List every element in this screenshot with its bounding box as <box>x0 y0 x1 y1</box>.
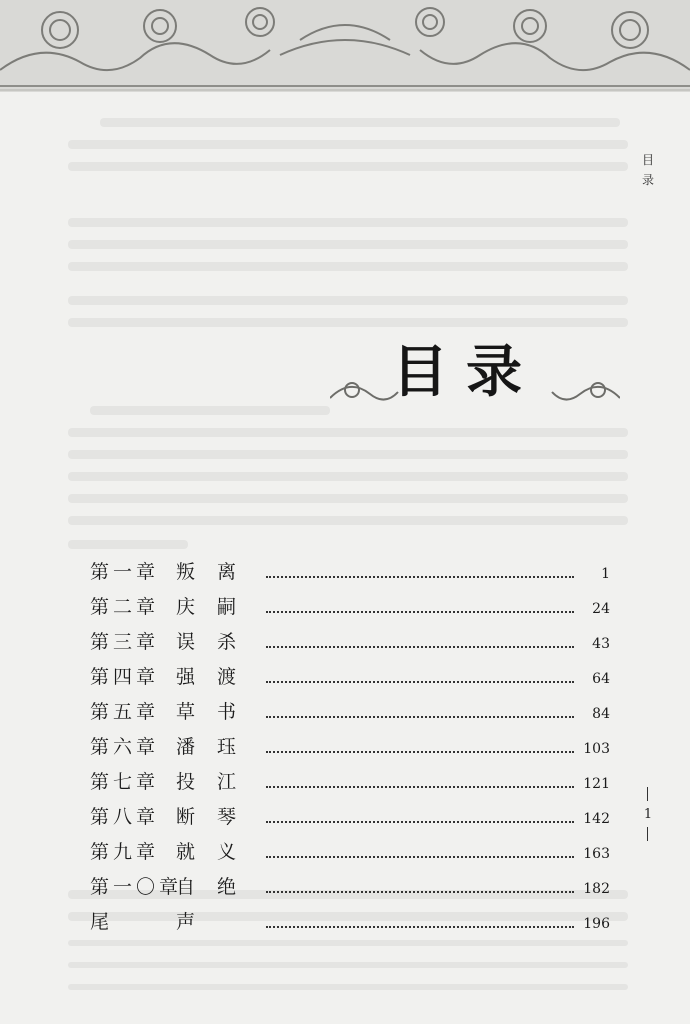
page-title: 目录 <box>392 339 540 405</box>
toc-entry[interactable] <box>90 838 610 864</box>
chapter-page: 1 <box>601 566 610 582</box>
leader-dots <box>266 751 574 753</box>
leader-dots <box>266 821 574 823</box>
chapter-number: 第四章 <box>90 666 160 688</box>
chapter-number: 第三章 <box>90 631 160 653</box>
chapter-number: 第六章 <box>90 736 160 758</box>
leader-dots <box>266 681 574 683</box>
chapter-number: 第八章 <box>90 806 160 828</box>
leader-dots <box>266 646 574 648</box>
chapter-number: 第一章 <box>90 561 160 583</box>
leader-dots <box>266 786 574 788</box>
chapter-number: 第七章 <box>90 771 160 793</box>
chapter-number: 第二章 <box>90 596 160 618</box>
chapter-page: 163 <box>583 846 610 862</box>
chapter-title: 声 <box>176 911 218 933</box>
page-number-marker <box>636 787 660 843</box>
chapter-title: 潘珏 <box>176 736 259 758</box>
chapter-number: 第九章 <box>90 841 160 863</box>
chapter-title: 就义 <box>176 841 259 863</box>
running-header: 目录 <box>641 153 654 187</box>
chapter-page: 84 <box>592 706 610 722</box>
leader-dots <box>266 856 574 858</box>
toc-entry[interactable] <box>90 768 610 794</box>
chapter-page: 196 <box>583 916 610 932</box>
leader-dots <box>266 576 574 578</box>
chapter-page: 64 <box>592 671 610 687</box>
page-number: 1 <box>643 807 653 822</box>
toc-entry[interactable] <box>90 908 610 934</box>
toc-entry[interactable] <box>90 803 610 829</box>
chapter-title: 自绝 <box>176 876 259 898</box>
chapter-number: 第一〇章 <box>90 876 183 898</box>
chapter-title: 误杀 <box>176 631 259 653</box>
toc-entry[interactable] <box>90 663 610 689</box>
chapter-page: 24 <box>592 601 610 617</box>
folio-rule-top <box>647 787 648 801</box>
chapter-title: 投江 <box>176 771 259 793</box>
toc-entry[interactable] <box>90 733 610 759</box>
chapter-title: 叛离 <box>176 561 259 583</box>
chapter-page: 142 <box>583 811 610 827</box>
chapter-title: 强渡 <box>176 666 259 688</box>
toc-entry[interactable] <box>90 558 610 584</box>
chapter-page: 43 <box>592 636 610 652</box>
chapter-title: 断琴 <box>176 806 259 828</box>
chapter-page: 121 <box>583 776 610 792</box>
toc-entry[interactable] <box>90 698 610 724</box>
table-of-contents <box>90 558 610 943</box>
folio-rule-bottom <box>647 827 648 841</box>
leader-dots <box>266 926 574 928</box>
chapter-number: 尾 <box>90 911 114 933</box>
leader-dots <box>266 716 574 718</box>
toc-entry[interactable] <box>90 593 610 619</box>
chapter-page: 103 <box>583 741 610 757</box>
chapter-number: 第五章 <box>90 701 160 723</box>
cloud-border-ornament <box>0 0 690 92</box>
toc-entry[interactable] <box>90 628 610 654</box>
chapter-title: 庆嗣 <box>176 596 259 618</box>
chapter-page: 182 <box>583 881 610 897</box>
toc-entry[interactable] <box>90 873 610 899</box>
leader-dots <box>266 611 574 613</box>
chapter-title: 草书 <box>176 701 259 723</box>
leader-dots <box>266 891 574 893</box>
